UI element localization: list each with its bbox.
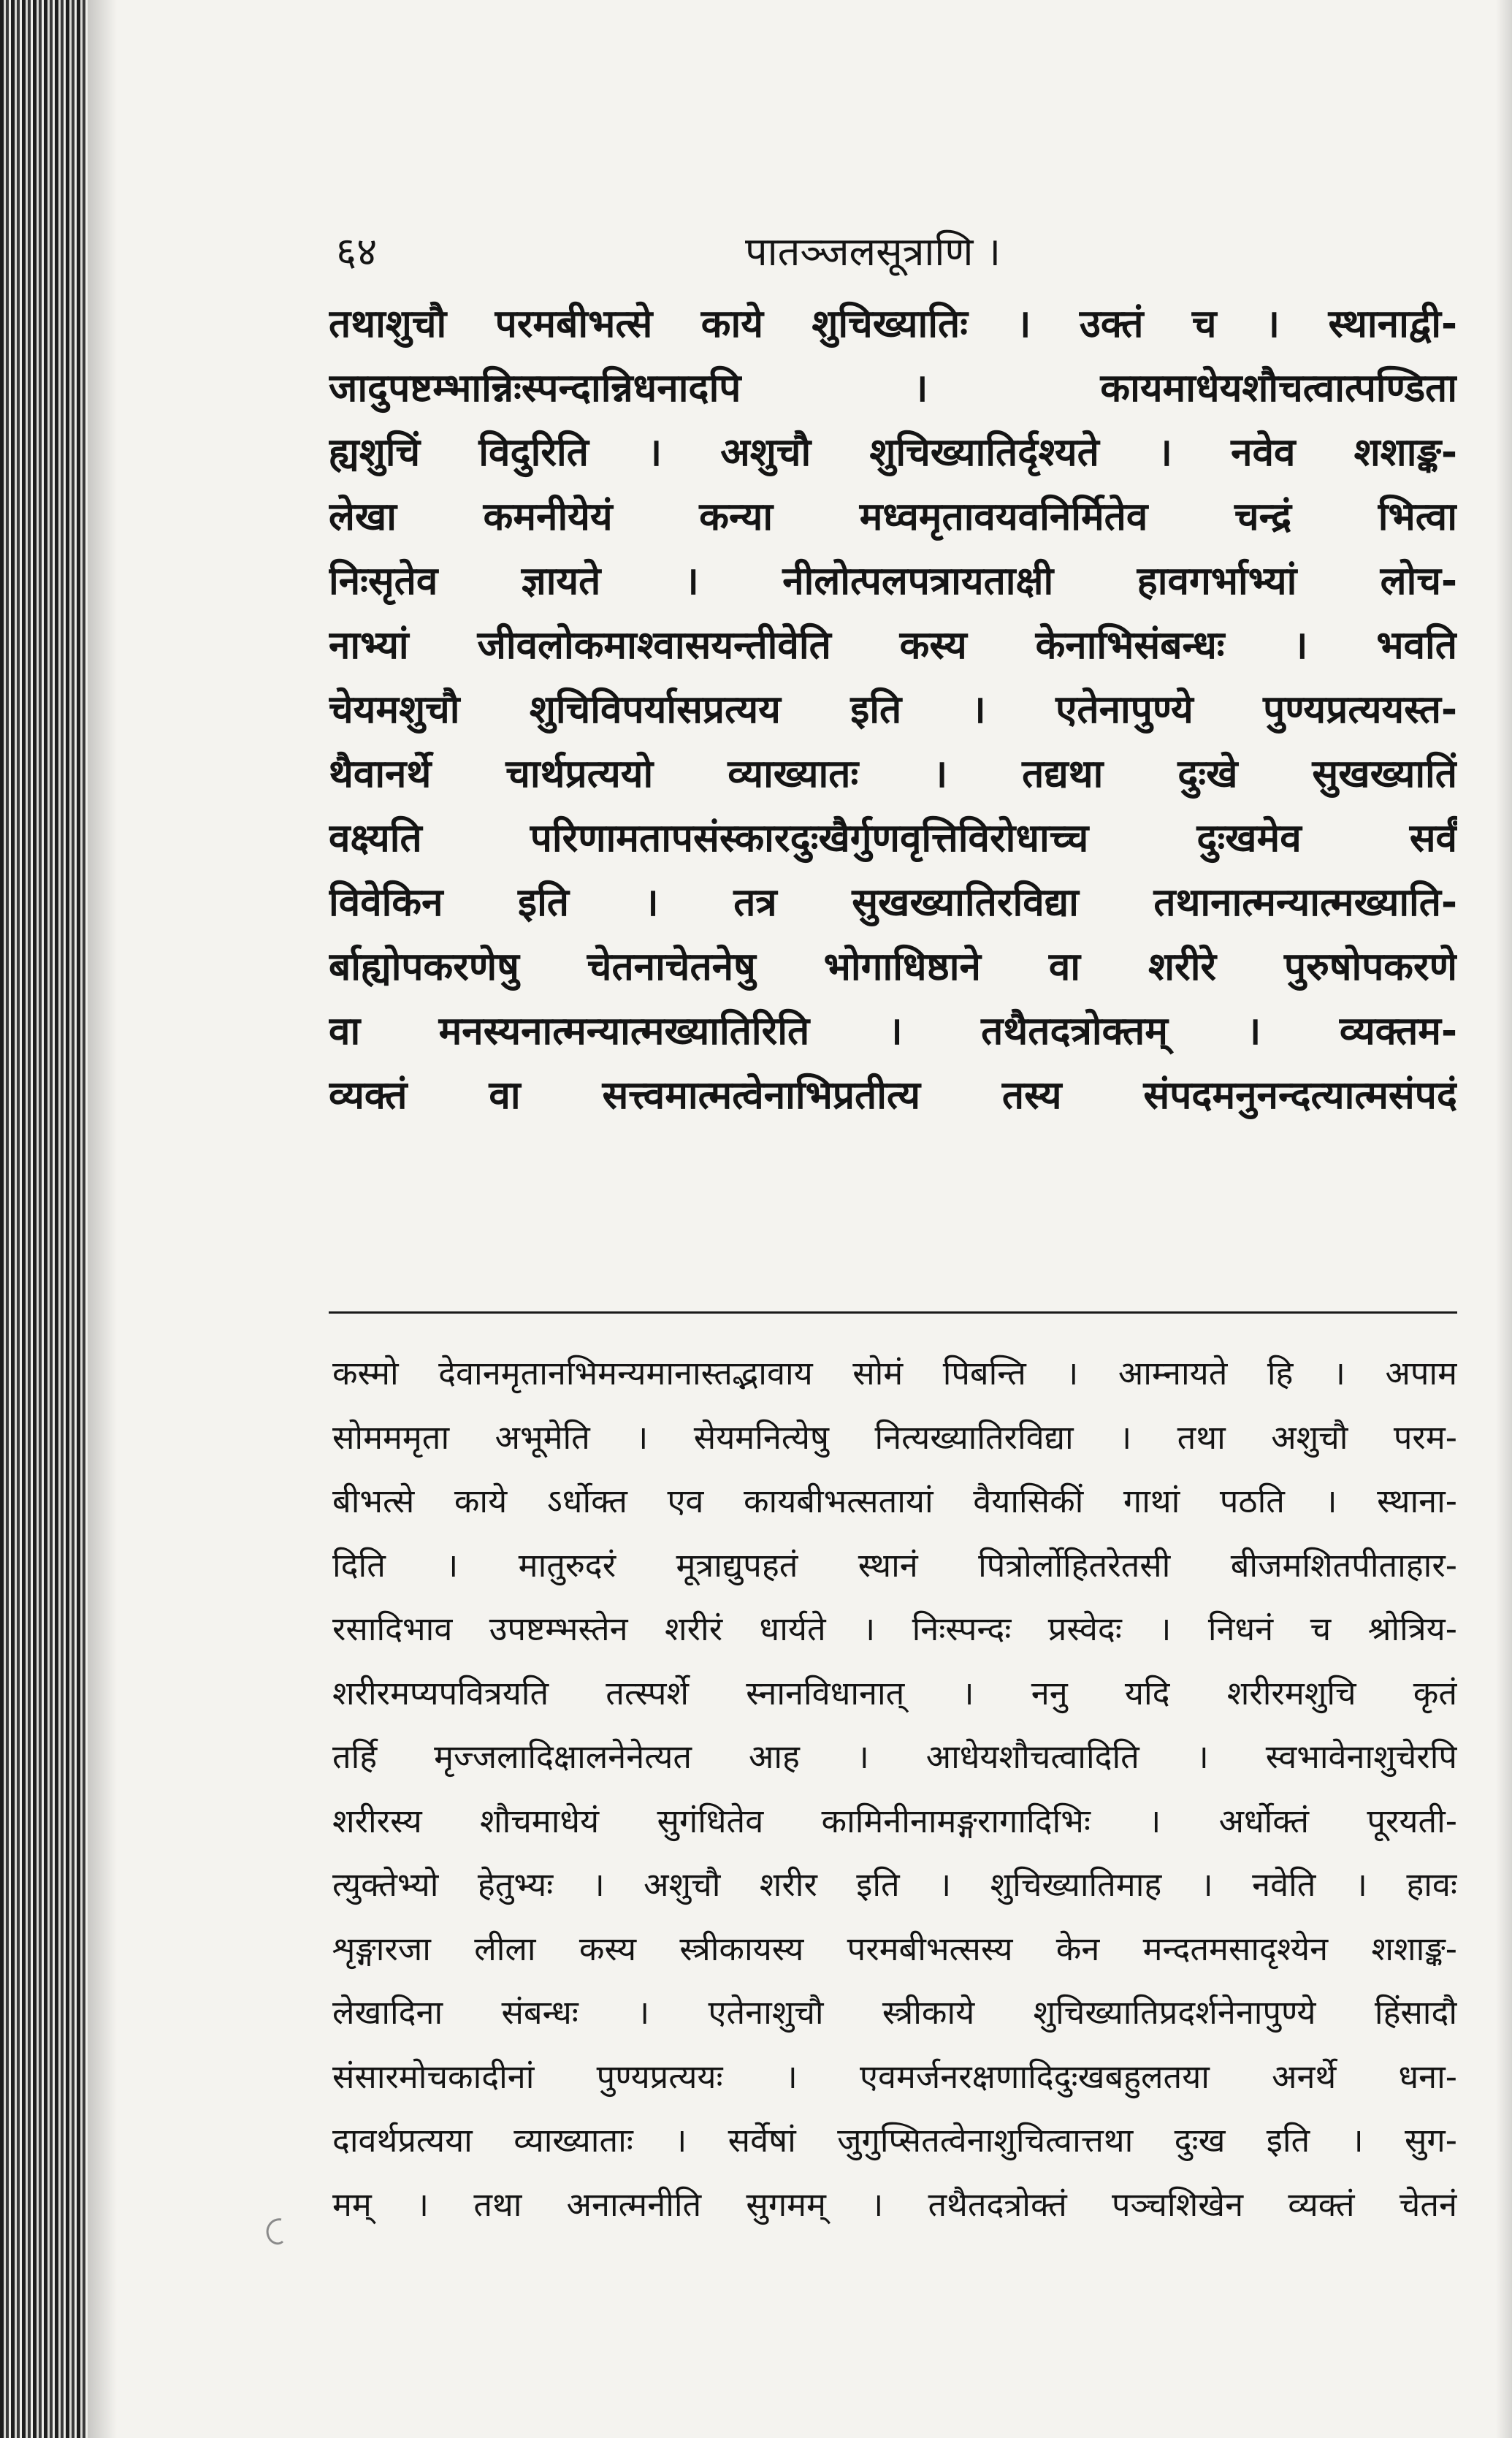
main-text-line: तथाशुचौ परमबीभत्से काये शुचिख्यातिः । उक्तं च । स्थानाद्वी- bbox=[329, 302, 1457, 346]
commentary-line: बीभत्से काये ऽर्धोक्त एव कायबीभत्सतायां वैयासिकीं गाथां पठति । स्थाना- bbox=[332, 1482, 1457, 1520]
commentary-line: संसारमोचकादीनां पुण्यप्रत्ययः । एवमर्जनरक्षणादिदुःखबहुलतया अनर्थे धना- bbox=[332, 2057, 1457, 2096]
book-spine-gutter bbox=[0, 0, 88, 2438]
main-text-line: जादुपष्टम्भान्निःस्पन्दान्निधनादपि । कायमाधेयशौचत्वात्पण्डिता bbox=[329, 366, 1457, 411]
main-text-line: नाभ्यां जीवलोकमाश्वासयन्तीवेति कस्य केनाभिसंबन्धः । भवति bbox=[329, 623, 1457, 668]
page-header bbox=[336, 219, 1446, 285]
main-text-line: लेखा कमनीयेयं कन्या मध्वमृतावयवनिर्मितेव चन्द्रं भित्वा bbox=[329, 495, 1457, 539]
section-divider bbox=[329, 1311, 1457, 1314]
running-head: पातञ्जलसूत्राणि । bbox=[745, 229, 1001, 275]
commentary-line: लेखादिना संबन्धः । एतेनाशुचौ स्त्रीकाये शुचिख्यातिप्रदर्शनेनापुण्ये हिंसादौ bbox=[332, 1993, 1457, 2032]
main-text-line: र्बाह्योपकरणेषु चेतनाचेतनेषु भोगाधिष्ठाने वा शरीरे पुरुषोपकरणे bbox=[329, 945, 1457, 989]
commentary-line: शरीरमप्यपवित्रयति तत्स्पर्शे स्नानविधानात् । ननु यदि शरीरमशुचि कृतं bbox=[332, 1673, 1457, 1713]
commentary-line: त्युक्तेभ्यो हेतुभ्यः । अशुचौ शरीर इति । शुचिख्यातिमाह । नवेति । हावः bbox=[332, 1865, 1457, 1904]
main-text-line: निःसृतेव ज्ञायते । नीलोत्पलपत्रायताक्षी हावगर्भाभ्यां लोच- bbox=[329, 559, 1457, 603]
commentary-line: दावर्थप्रत्यया व्याख्याताः । सर्वेषां जुगुप्सितत्वेनाशुचित्वात्तथा दुःख इति । सुग- bbox=[332, 2121, 1457, 2160]
commentary-block bbox=[332, 1341, 1457, 2236]
commentary-line: कस्मो देवानमृतानभिमन्यमानास्तद्भावाय सोमं पिबन्ति । आम्नायते हि । अपाम bbox=[332, 1354, 1457, 1393]
margin-pencil-mark bbox=[259, 2214, 289, 2250]
main-text-block bbox=[329, 292, 1457, 1128]
commentary-line: शृङ्गारजा लीला कस्य स्त्रीकायस्य परमबीभत्सस्य केन मन्दतमसादृश्येन शशाङ्क- bbox=[332, 1929, 1457, 1968]
main-text-line: वक्ष्यति परिणामतापसंस्कारदुःखैर्गुणवृत्तिविरोधाच्च दुःखमेव सर्वं bbox=[329, 816, 1457, 861]
page-number: ६४ bbox=[336, 229, 378, 275]
commentary-line: शरीरस्य शौचमाधेयं सुगंधितेव कामिनीनामङ्गरागादिभिः । अर्धोक्तं पूरयती- bbox=[332, 1801, 1457, 1840]
commentary-line: रसादिभाव उपष्टम्भस्तेन शरीरं धार्यते । निःस्पन्दः प्रस्वेदः । निधनं च श्रोत्रिय- bbox=[332, 1610, 1457, 1648]
commentary-line: मम् । तथा अनात्मनीति सुगमम् । तथैतदत्रोक्तं पञ्चशिखेन व्यक्तं चेतनं bbox=[332, 2184, 1457, 2224]
main-text-line: विवेकिन इति । तत्र सुखख्यातिरविद्या तथानात्मन्यात्मख्याति- bbox=[329, 880, 1457, 925]
page-edge-shadow bbox=[1496, 0, 1512, 2438]
main-text-line: वा मनस्यनात्मन्यात्मख्यातिरिति । तथैतदत्रोक्तम् । व्यक्तम- bbox=[329, 1009, 1457, 1054]
commentary-line: सोमममृता अभूमेति । सेयमनित्येषु नित्यख्यातिरविद्या । तथा अशुचौ परम- bbox=[332, 1417, 1457, 1457]
main-text-line: चेयमशुचौ शुचिविपर्यासप्रत्यय इति । एतेनापुण्ये पुण्यप्रत्ययस्त- bbox=[329, 687, 1457, 732]
commentary-line: तर्हि मृज्जलादिक्षालनेनेत्यत आह । आधेयशौचत्वादिति । स्वभावेनाशुचेरपि bbox=[332, 1737, 1457, 1776]
gutter-shadow bbox=[88, 0, 117, 2438]
main-text-line: व्यक्तं वा सत्त्वमात्मत्वेनाभिप्रतीत्य तस्य संपदमनुनन्दत्यात्मसंपदं bbox=[329, 1073, 1457, 1118]
commentary-line: दिति । मातुरुदरं मूत्राद्युपहतं स्थानं पित्रोर्लोहितरेतसी बीजमशितपीताहार- bbox=[332, 1545, 1457, 1585]
main-text-line: ह्यशुचिं विदुरिति । अशुचौ शुचिख्यातिर्दृश्यते । नवेव शशाङ्क- bbox=[329, 430, 1457, 475]
main-text-line: थैवानर्थे चार्थप्रत्ययो व्याख्यातः । तद्यथा दुःखे सुखख्यातिं bbox=[329, 752, 1457, 796]
